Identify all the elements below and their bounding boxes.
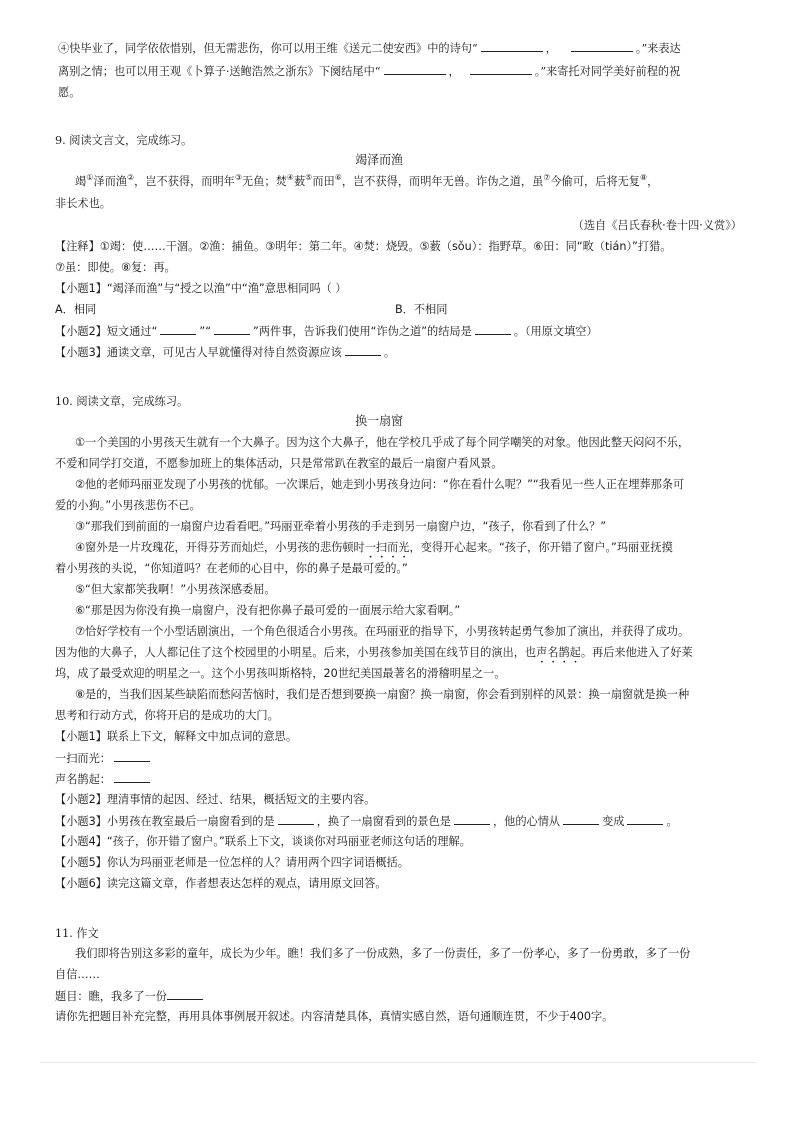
q10-text: 一扫而光： — [55, 752, 111, 765]
q8-line-3: 愿。 — [58, 86, 81, 99]
q10-p2a: ②他的老师玛丽亚发现了小男孩的忧郁。一次课后，她走到小男孩身边问：“你在看什么呢？”“我看见一些人正在埋葬那条可 — [75, 478, 685, 491]
blank[interactable] — [627, 813, 663, 825]
dotted-word: 声名鹊起 — [536, 646, 581, 659]
q9-para-1 — [75, 174, 658, 191]
note-mark: ⑦ — [543, 173, 551, 182]
note-mark: ⑧ — [639, 173, 648, 182]
blank[interactable] — [114, 750, 150, 762]
q10-heading: 10. 阅读文章，完成练习。 — [55, 395, 189, 408]
blank[interactable] — [571, 40, 633, 52]
q9-heading: 9. 阅读文言文，完成练习。 — [55, 134, 193, 147]
q10-sub-6: 【小题6】读完这篇文章，作者想表达怎样的观点，请用原文回答。 — [55, 877, 387, 890]
q10-p1b: 不爱和同学打交道，不愿参加班上的集体活动，只是常常趴在教室的最后一扇窗户看风景。 — [55, 457, 503, 470]
q10-p7a: ⑦恰好学校有一个小型话剧演出，一个角色很适合小男孩。在玛丽亚的指导下，小男孩转起勇气参加了演出，并获得了成功。 — [75, 625, 690, 638]
note-mark: ⑥ — [334, 173, 342, 182]
q8-text: 。”来寄托对同学美好前程的祝 — [534, 65, 681, 78]
q9-sub-2 — [55, 323, 598, 340]
q10-p4b: 着小男孩的头说，“你知道吗？在老师的心目中，你的鼻子是最可爱的。” — [55, 562, 408, 575]
q8-text: 。”来表达 — [635, 42, 681, 55]
q10-sub-4: 【小题4】“孩子，你开错了窗户。”联系上下文，谈谈你对玛丽亚老师这句话的理解。 — [55, 835, 471, 848]
q9-text: 薮 — [293, 175, 306, 188]
q10-text: 。再后来他进入了好莱 — [580, 646, 693, 659]
blank[interactable] — [481, 40, 543, 52]
q9-source: （选自《吕氏春秋·卷十四·义赏》） — [572, 219, 742, 232]
q10-p8b: 思考和行动方式，你将开启的是成功的大门。 — [55, 709, 279, 722]
blank[interactable] — [214, 323, 250, 335]
q10-p7b — [55, 645, 693, 666]
q10-sub-1: 【小题1】联系上下文，解释文中加点词的意思。 — [55, 730, 298, 743]
blank[interactable] — [345, 344, 381, 356]
q9-text: 而田 — [312, 175, 335, 188]
q9-sub-1: 【小题1】“竭泽而渔”与“授之以渔”中“渔”意思相同吗（ ） — [55, 282, 347, 295]
q10-title: 换一扇窗 — [355, 413, 404, 428]
q11-requirement: 请你先把题目补充完整，再用具体事例展开叙述。内容清楚具体，真情实感自然，语句通顺连贯，不少于400字。 — [55, 1010, 614, 1023]
q9-text: ，岂不获得，而明年 — [134, 175, 235, 188]
blank[interactable] — [475, 323, 511, 335]
blank[interactable] — [160, 323, 196, 335]
q9-text: 【小题2】短文通过“ — [55, 325, 158, 338]
q10-text: 【小题3】小男孩在教室最后一扇窗看到的是 — [55, 815, 275, 828]
q9-notes-1: 【注释】①竭：使……干涸。②渔：捕鱼。③明年：第二年。④焚：烧毁。⑤薮（sǒu）：指野草。⑥田：同“畋（tián）”打猎。 — [55, 240, 672, 253]
q9-text: 【小题3】通读文章，可见古人早就懂得对待自然资源应该 — [55, 346, 342, 359]
q10-text: 因为他的大鼻子，人人都记住了这个校园里的小明星。后来，小男孩参加美国在线节目的演出，也 — [55, 646, 537, 659]
note-mark: ⑤ — [305, 173, 313, 182]
q10-p3: ③“那我们到前面的一扇窗户边看看吧。”玛丽亚牵着小男孩的手走到另一扇窗户边，“孩子，你看到了什么？” — [75, 520, 607, 533]
q9-notes-2: ⑦虽：即使。⑧复：再。 — [55, 261, 176, 274]
q10-sub-1-word-1 — [55, 750, 153, 767]
q9-text: ”两件事，告诉我们使用“诈伪之道”的结局是 — [253, 325, 472, 338]
q9-text: 无鱼；焚 — [242, 175, 287, 188]
q10-p1a: ①一个美国的小男孩天生就有一个大鼻子。因为这个大鼻子，他在学校几乎成了每个同学嘲笑的对象。他因此整天闷闷不乐， — [75, 436, 690, 449]
q9-text: ”“ — [199, 325, 212, 338]
q11-p1a: 我们即将告别这多彩的童年，成长为少年。瞧！我们多了一份成熟，多了一份责任，多了一份孝心，多了一份勇敢，多了一份 — [75, 947, 691, 960]
note-mark: ① — [86, 173, 94, 182]
q11-topic — [55, 988, 206, 1005]
q8-text: ④快毕业了，同学依依惜别，但无需悲伤，你可以用王维《送元二使安西》中的诗句“ — [58, 42, 478, 55]
q10-text: ，他的心情从 — [492, 815, 561, 828]
q10-p4a — [75, 540, 673, 561]
blank[interactable] — [384, 63, 446, 75]
q9-text: ，岂不获得，而明年无兽。诈伪之道，虽 — [341, 175, 544, 188]
q9-text: 竭 — [75, 175, 87, 188]
q10-p7c: 坞，成了最受欢迎的明星之一。这个小男孩叫斯格特，20世纪美国最著名的滑稽明星之一。 — [55, 667, 506, 680]
q9-text: 泽而渔 — [93, 175, 127, 188]
q9-text: 。 — [383, 346, 396, 359]
q8-text: 离别之情；也可以用王观《卜算子·送鲍浩然之浙东》下阕结尾中“ — [58, 65, 381, 78]
blank[interactable] — [470, 63, 532, 75]
note-mark: ④ — [286, 173, 294, 182]
page-divider — [40, 1062, 756, 1063]
q8-line-1 — [58, 40, 681, 57]
note-mark: ③ — [234, 173, 242, 182]
blank[interactable] — [278, 813, 314, 825]
q10-text: ④窗外是一片玫瑰花，开得芬芳而灿烂，小男孩的悲伤顿时 — [75, 541, 365, 554]
q9-text: ， — [647, 175, 659, 188]
q11-text: 题目：瞧，我多了一份 — [55, 990, 167, 1003]
q9-option-b[interactable]: B．不相同 — [395, 303, 448, 316]
q8-sep: ， — [448, 65, 460, 78]
q11-p1b: 自信…… — [55, 968, 100, 981]
q10-sub-3 — [55, 813, 678, 830]
blank[interactable] — [167, 988, 203, 1000]
dotted-word: 一扫而光 — [364, 541, 410, 554]
q10-sub-2: 【小题2】理清事情的起因、经过、结果，概括短文的主要内容。 — [55, 793, 376, 806]
q10-text: 。 — [666, 815, 678, 828]
q10-text: ，变得开心起来。“孩子，你开错了窗户。”玛丽亚抚摸 — [409, 541, 673, 554]
q9-para-1-cont: 非长术也。 — [55, 197, 111, 210]
blank[interactable] — [114, 771, 150, 783]
q9-sub-3 — [55, 344, 395, 361]
q9-title: 竭泽而渔 — [355, 152, 404, 167]
q10-text: 声名鹊起： — [55, 773, 111, 786]
blank[interactable] — [563, 813, 599, 825]
q10-p5: ⑤“但大家都笑我啊！”小男孩深感委屈。 — [75, 583, 276, 596]
blank[interactable] — [454, 813, 490, 825]
q9-text: 。（用原文填空） — [513, 325, 598, 338]
q10-text: 变成 — [602, 815, 625, 828]
q10-text: ，换了一扇窗看到的景色是 — [316, 815, 451, 828]
q10-p8a: ⑧是的，当我们因某些缺陷而愁闷苦恼时，我们是否想到要换一扇窗？换一扇窗，你会看到别样的风景：换一扇窗就是换一种 — [75, 688, 690, 701]
q11-heading: 11. 作文 — [55, 927, 99, 940]
q9-text: 今偷可，后将无复 — [550, 175, 640, 188]
q10-p6: ⑥“那是因为你没有换一扇窗户，没有把你鼻子最可爱的一面展示给大家看啊。” — [75, 604, 461, 617]
q9-option-a[interactable]: A．相同 — [55, 303, 97, 316]
q10-p2b: 爱的小狗。”小男孩悲伤不已。 — [55, 499, 201, 512]
note-mark: ② — [126, 173, 135, 182]
q10-sub-5: 【小题5】你认为玛丽亚老师是一位怎样的人？请用两个四字词语概括。 — [55, 856, 409, 869]
q8-sep: ， — [545, 42, 557, 55]
q10-sub-1-word-2 — [55, 771, 153, 788]
q8-line-2 — [58, 63, 680, 80]
